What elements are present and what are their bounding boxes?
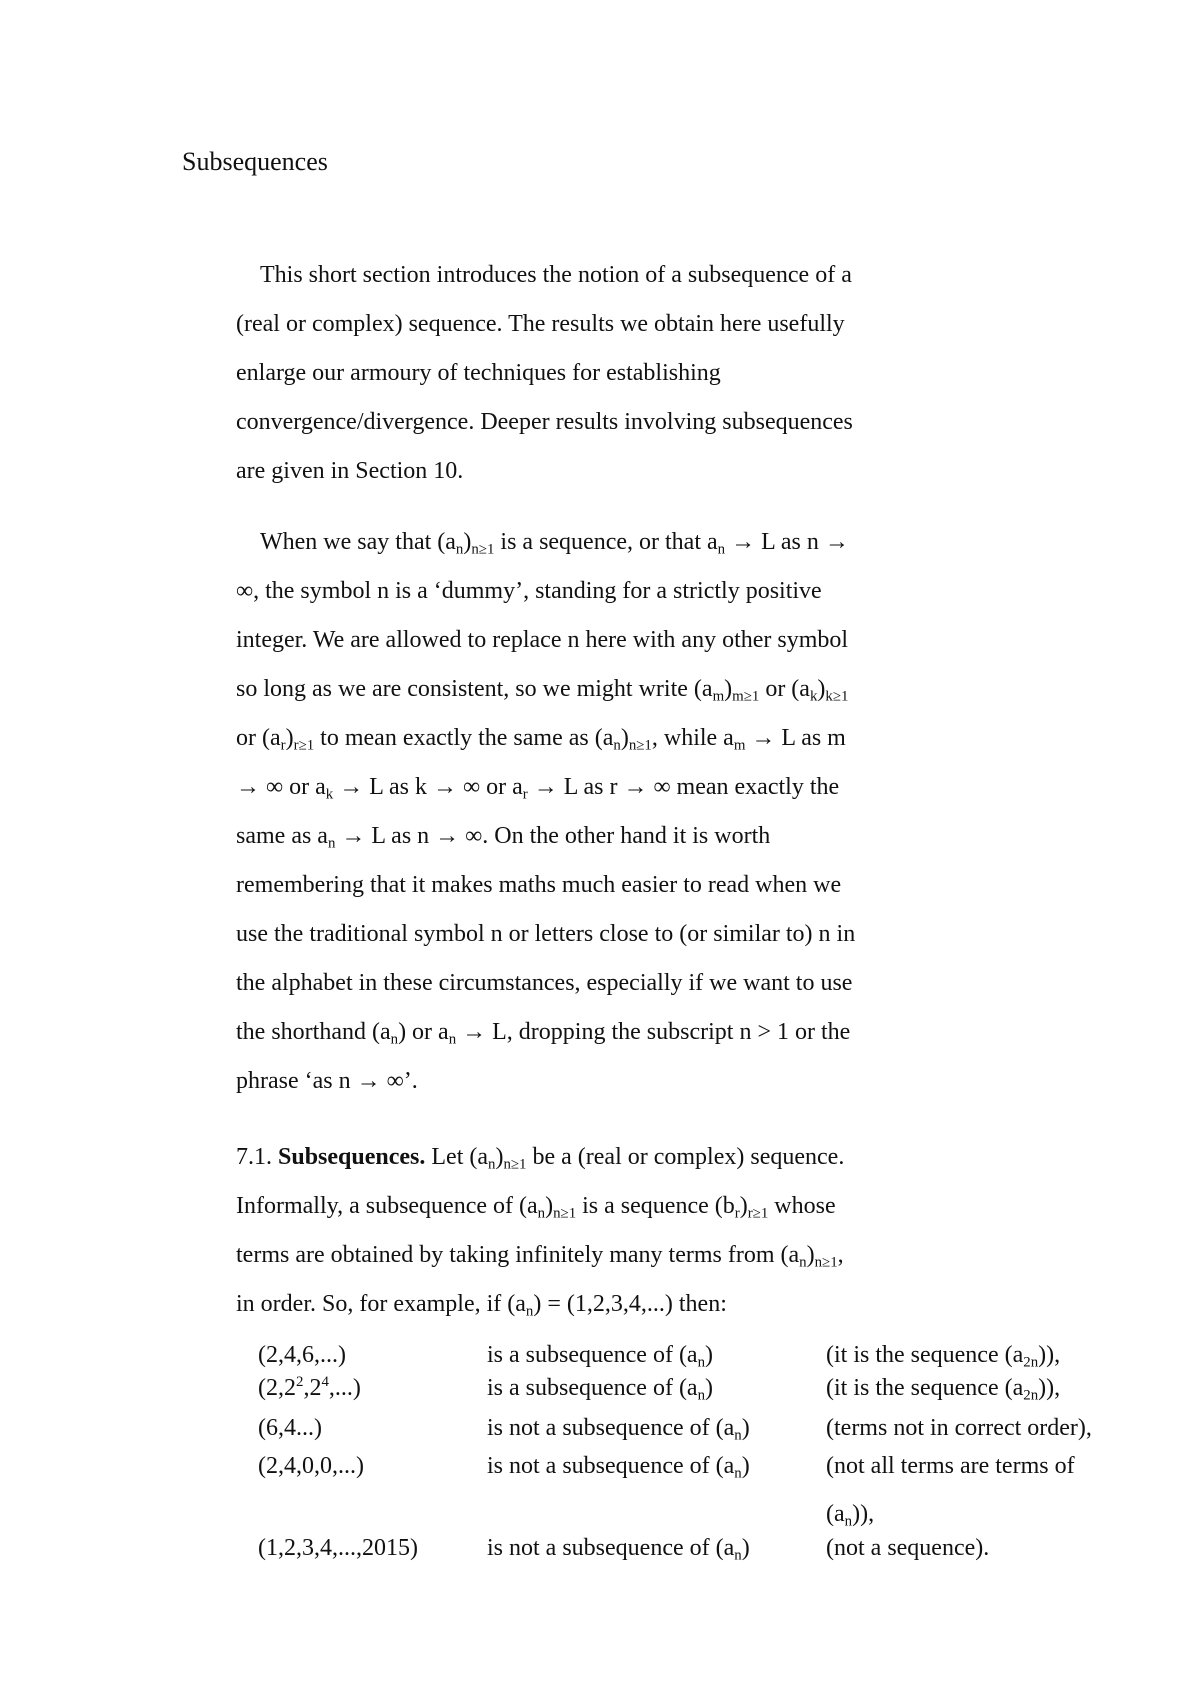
intro-line: enlarge our armoury of techniques for establishing [236, 360, 721, 386]
example-note: (it is the sequence $(a_{2n})$), [826, 1375, 1061, 1404]
para3-line: terms are obtained by taking infinitely many terms from $(a_n)_{n\ge 1}$, [236, 1242, 844, 1271]
para3-line: Informally, a subsequence of $(a_n)_{n\ge 1}$ is a sequence $(b_r)_{r\ge 1}$ whose [236, 1193, 836, 1222]
intro-paragraph [236, 258, 996, 503]
example-sequence: (2,4,0,0,...) [258, 1453, 364, 1479]
para2-line: remembering that it makes maths much easier to read when we [236, 872, 842, 898]
definition-heading: Subsequences. [278, 1144, 426, 1170]
para2-line: the shorthand $(a_n)$ or $a_n \to L$, dropping the subscript n > 1 or the [236, 1019, 851, 1048]
para2-line: ∞, the symbol n is a ‘dummy’, standing for a strictly positive [236, 578, 822, 604]
para3-line: 7.1. Subsequences. Let $(a_n)_{n\ge 1}$ be a (real or complex) sequence. [236, 1144, 845, 1173]
example-note: (not all terms are terms of [826, 1453, 1075, 1479]
intro-line: This short section introduces the notion of a subsequence of a [260, 262, 852, 288]
section-title: Subsequences [182, 147, 328, 176]
example-sequence: (2,4,6,...) [258, 1342, 346, 1368]
example-relation: is a subsequence of $(a_n)$ [487, 1342, 714, 1371]
example-note: (terms not in correct order), [826, 1415, 1092, 1441]
para2-line: phrase ‘as n → ∞’. [236, 1068, 418, 1094]
para3-line: in order. So, for example, if $(a_n) = (1,2,3,4,...)$ then: [236, 1291, 727, 1320]
para2-line: so long as we are consistent, so we might write $(a_m)_{m\ge 1}$ or $(a_k)_{k\ge 1}$ [236, 676, 849, 705]
para2-line: integer. We are allowed to replace n here with any other symbol [236, 627, 849, 653]
example-note: (it is the sequence $(a_{2n})$), [826, 1342, 1061, 1371]
subsequence-definition-paragraph [236, 1140, 996, 1336]
example-sequence: $(2,2^2,2^4,...)$ [258, 1374, 361, 1401]
para2-line: → ∞ or $a_k \to L$ as k → ∞ or $a_r \to L$ as r → ∞ mean exactly the [236, 774, 840, 803]
example-relation: is a subsequence of $(a_n)$ [487, 1375, 714, 1404]
example-relation: is not a subsequence of $(a_n)$ [487, 1535, 750, 1564]
example-relation: is not a subsequence of $(a_n)$ [487, 1415, 750, 1444]
para2-line: or $(a_r)_{r\ge 1}$ to mean exactly the same as $(a_n)_{n\ge 1}$, while $a_m \to L$ as m [236, 725, 846, 754]
intro-line: (real or complex) sequence. The results we obtain here usefully [236, 311, 845, 337]
dummy-variable-paragraph [236, 525, 996, 1113]
example-relation: is not a subsequence of $(a_n)$ [487, 1453, 750, 1482]
example-sequence: (1,2,3,4,...,2015) [258, 1535, 418, 1561]
para2-line: When we say that $(a_n)_{n\ge 1}$ is a sequence, or that $a_n \to L$ as n → [260, 529, 849, 558]
intro-line: convergence/divergence. Deeper results involving subsequences [236, 409, 853, 435]
example-note-continued: $(a_n)$), [826, 1501, 875, 1530]
intro-line: are given in Section 10. [236, 458, 464, 484]
example-note: (not a sequence). [826, 1535, 990, 1561]
para2-line: the alphabet in these circumstances, especially if we want to use [236, 970, 853, 996]
para2-line: use the traditional symbol n or letters close to (or similar to) n in [236, 921, 856, 947]
para2-line: same as $a_n \to L$ as n → ∞. On the other hand it is worth [236, 823, 771, 852]
example-sequence: (6,4...) [258, 1415, 322, 1441]
